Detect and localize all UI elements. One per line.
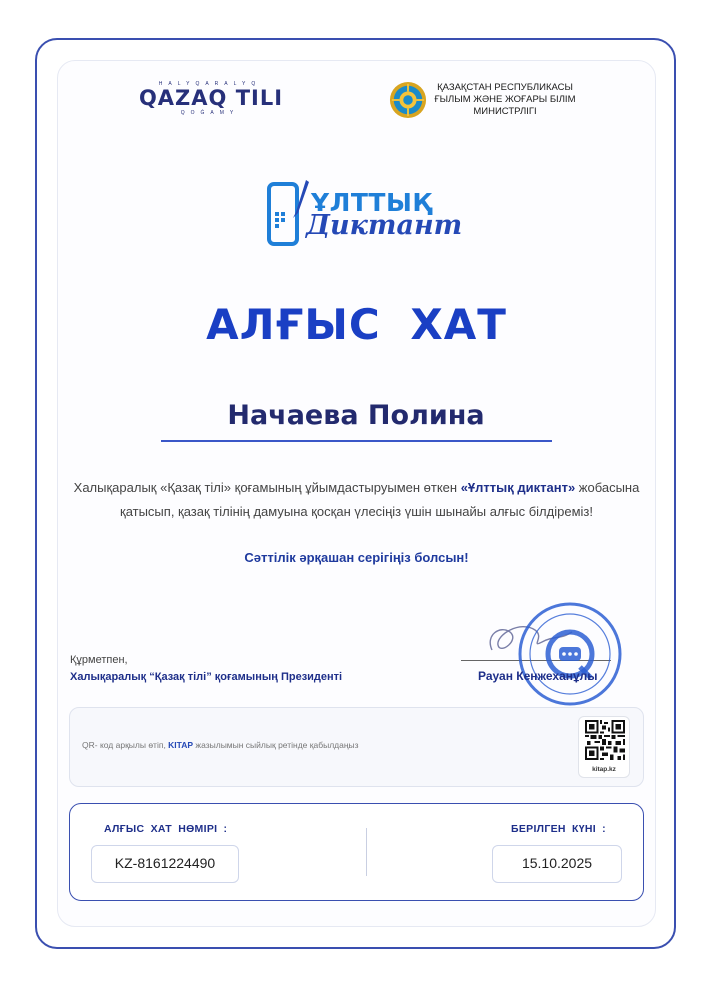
wish-text: Сәттілік әрқашан серігіңіз болсын! xyxy=(244,550,469,565)
issue-date-field: 15.10.2025 xyxy=(492,845,622,883)
recipient-underline xyxy=(161,440,552,442)
certificate-number-field: KZ-8161224490 xyxy=(91,845,239,883)
project-logo-line-1: ҰЛТТЫҚ xyxy=(311,188,433,217)
certificate-title: АЛҒЫС ХАТ xyxy=(206,300,507,349)
qr-code-icon[interactable] xyxy=(585,720,625,760)
ministry-line-3: МИНИСТРЛІГІ xyxy=(473,106,537,117)
qr-site-label: kitap.kz xyxy=(592,766,616,773)
signer-name: Рауан Кенжеханұлы xyxy=(478,669,598,683)
issue-date-label: БЕРІЛГЕН КҮНІ : xyxy=(511,823,606,835)
body-text-highlight: «Ұлттық диктант» xyxy=(460,480,576,495)
ministry-name xyxy=(430,82,580,118)
ministry-line-1: ҚАЗАҚСТАН РЕСПУБЛИКАСЫ xyxy=(437,82,573,93)
org-logo-main-text: QAZAQ TILI xyxy=(138,86,284,110)
body-text-part-2: жобасына қатысып, қазақ тілінің дамуына қосқан үлесіңіз үшін шынайы алғыс білдіреміз! xyxy=(120,480,640,519)
qr-promo-text xyxy=(82,740,359,750)
qr-text-kitap: KITAP xyxy=(168,740,194,750)
body-text-part-1: Халықаралық «Қазақ тілі» қоғамының ұйымдастыруымен өткен xyxy=(73,480,461,495)
ministry-line-2: ҒЫЛЫМ ЖӘНЕ ЖОҒАРЫ БІЛІМ xyxy=(434,94,576,105)
qr-text-before: QR- код арқылы өтіп, xyxy=(82,740,169,750)
kazakhstan-emblem-icon xyxy=(389,81,427,119)
president-position: Халықаралық “Қазақ тілі” қоғамының Президенті xyxy=(70,671,343,683)
qr-text-after: жазылымын сыйлық ретінде қабылдаңыз xyxy=(193,740,359,750)
regards-text: Құрметпен, xyxy=(70,654,128,666)
official-stamp xyxy=(517,601,623,707)
project-logo-line-2: Диктант xyxy=(306,210,463,241)
certificate-body xyxy=(65,476,648,524)
info-divider xyxy=(366,828,367,876)
org-logo-bottom-text: QOǴAMY xyxy=(180,110,240,116)
recipient-name: Начаева Полина xyxy=(227,400,485,431)
certificate-number-label: АЛҒЫС ХАТ НӨМІРІ : xyxy=(104,823,228,835)
org-logo-top-text: HALYQARALYQ xyxy=(158,81,262,87)
